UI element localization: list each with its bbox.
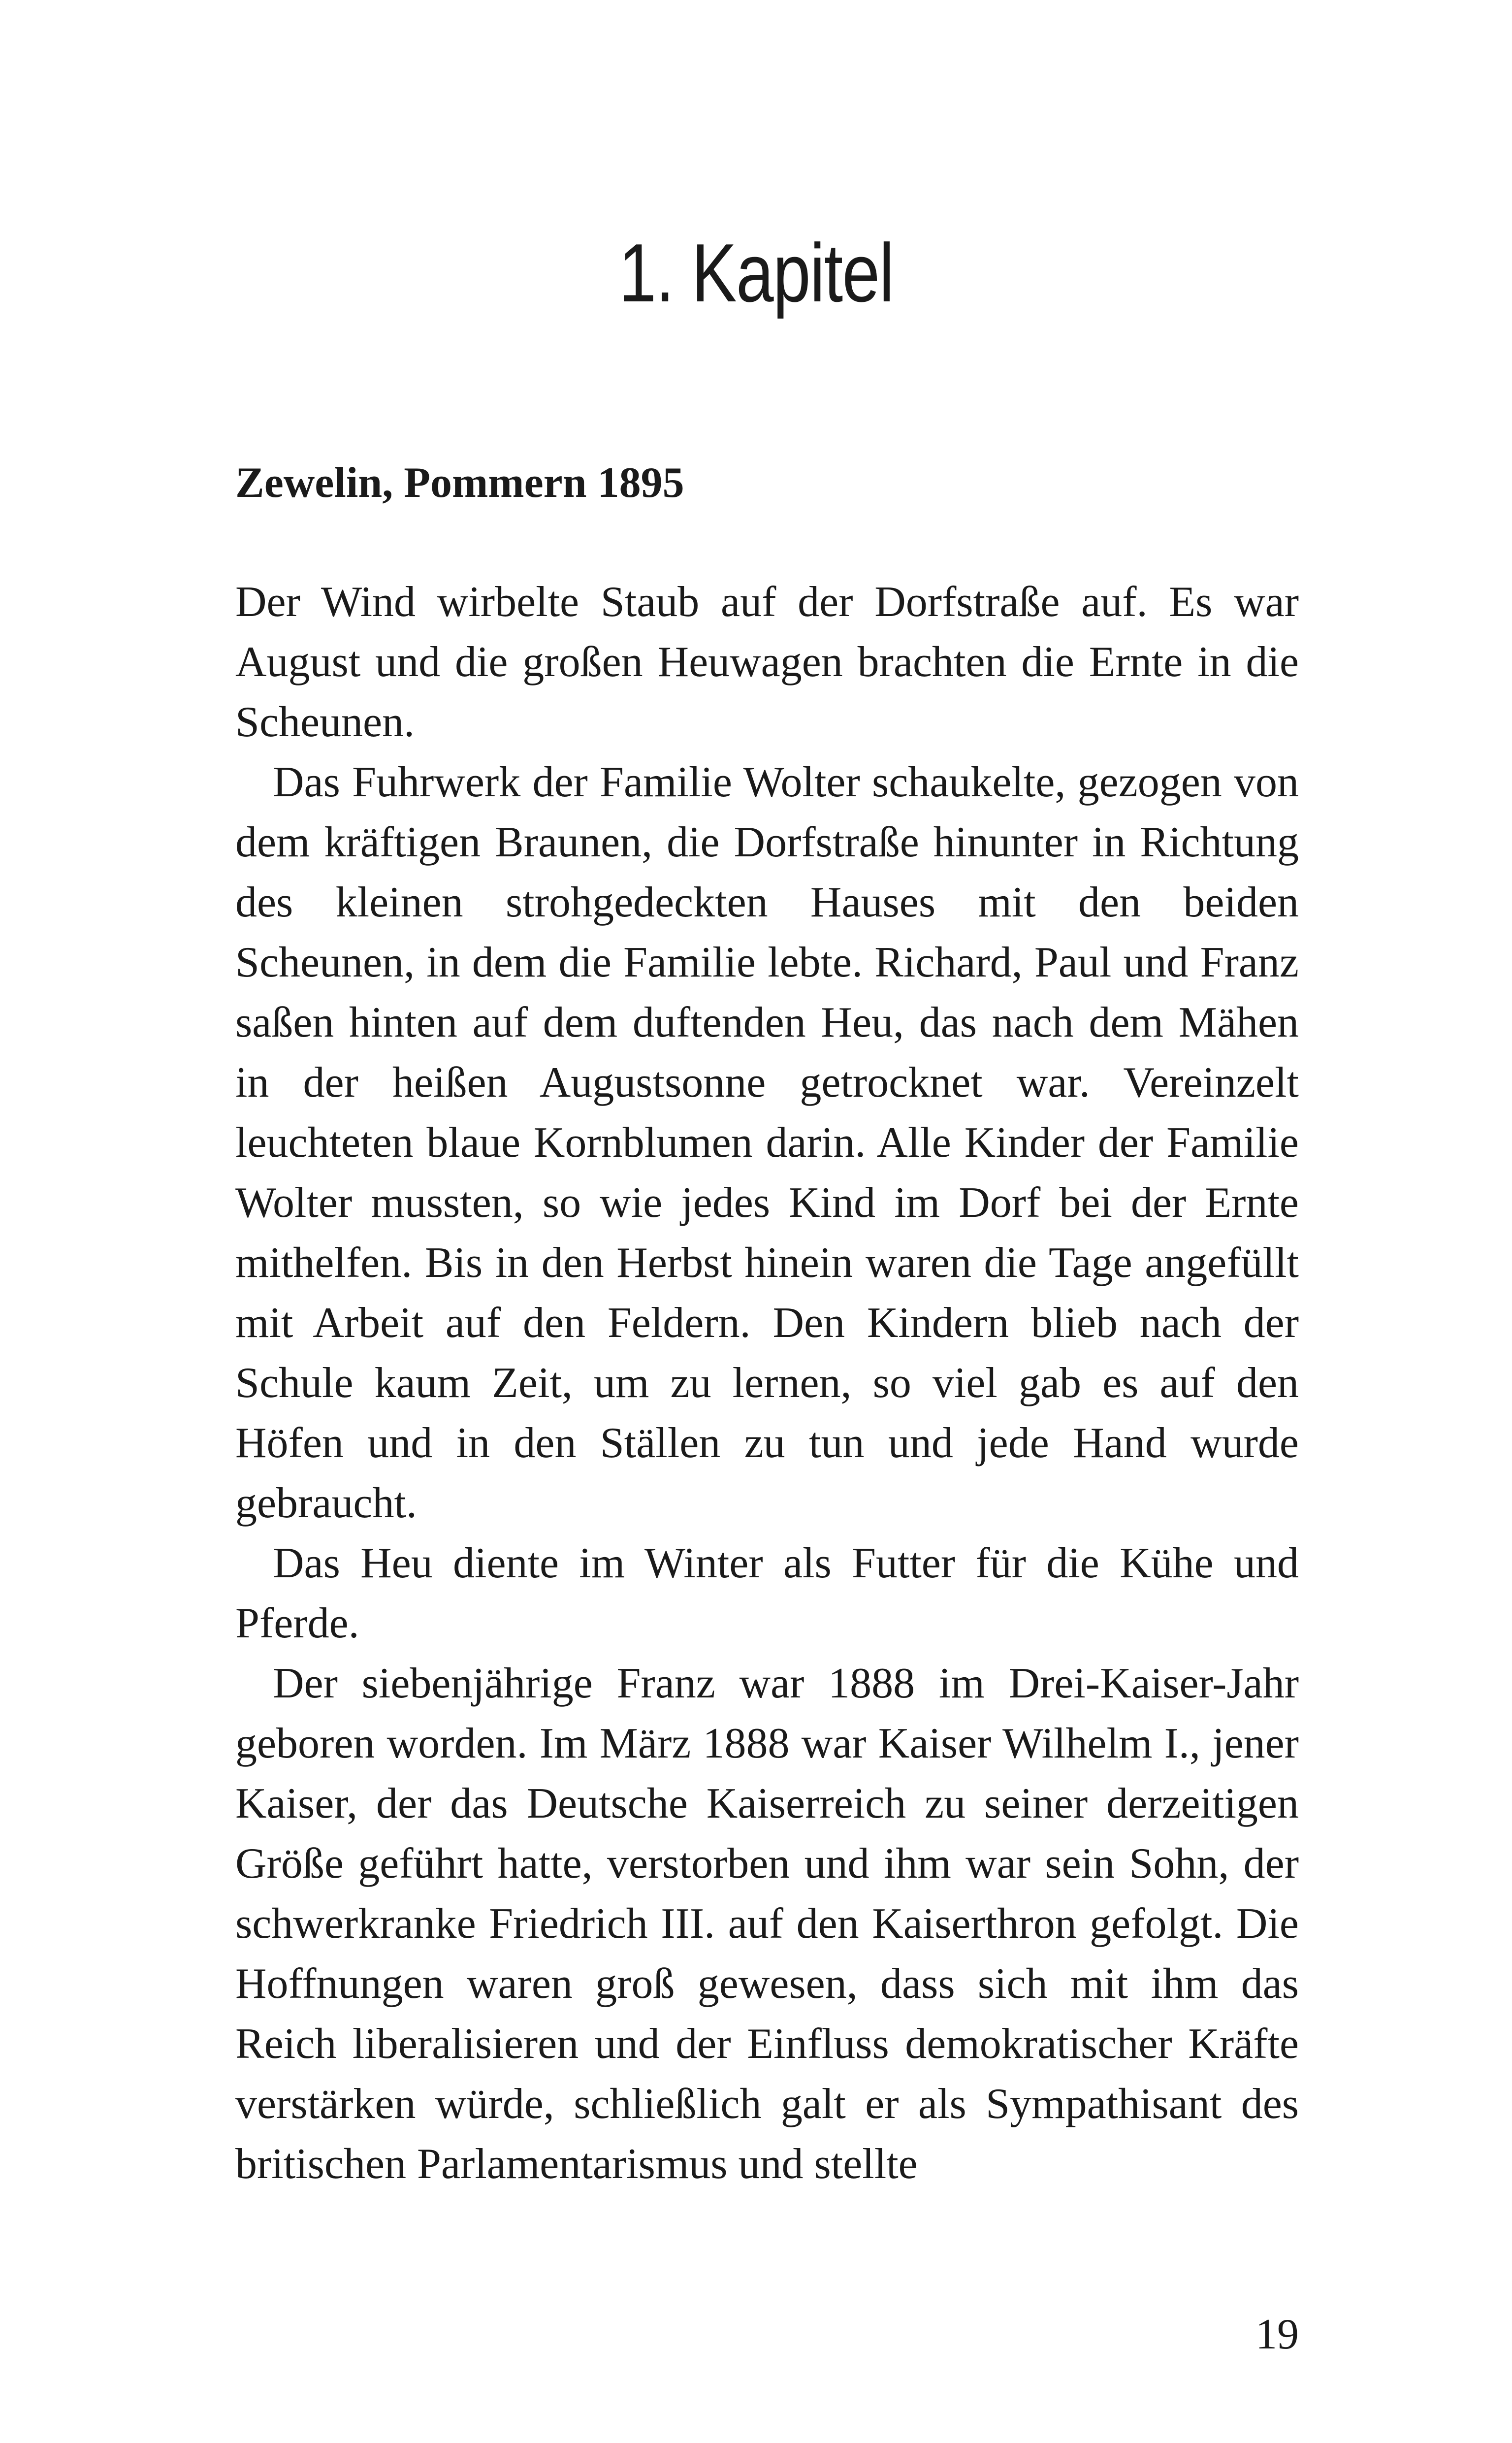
page-number: 19 bbox=[1255, 2311, 1299, 2358]
section-heading: Zewelin, Pommern 1895 bbox=[235, 459, 684, 507]
paragraph-1: Der Wind wirbelte Staub auf der Dorfstraße auf. Es war August und die großen Heuwagen brachten die Ernte in die Scheunen. bbox=[235, 578, 1299, 746]
chapter-title: 1. Kapitel bbox=[618, 227, 894, 319]
paragraph-3: Das Heu diente im Winter als Futter für die Kühe und Pferde. bbox=[235, 1539, 1299, 1647]
paragraph-4: Der siebenjährige Franz war 1888 im Drei-Kaiser-Jahr geboren worden. Im März 1888 war Kaiser Wilhelm I., jener Kaiser, der das Deutsche Kaiserreich zu seiner derzeitigen Größe geführt hatte, verstorben und ihm war sein Sohn, der schwerkranke Friedrich III. auf den Kaiserthron gefolgt. Die Hoffnungen waren groß gewesen, dass sich mit ihm das Reich liberalisieren und der Einfluss demokratischer Kräfte verstärken würde, schließlich galt er als Sympathisant des britischen Parlamentarismus und stellte bbox=[235, 1660, 1299, 2188]
body-text bbox=[235, 572, 1299, 2194]
paragraph-2: Das Fuhrwerk der Familie Wolter schaukelte, gezogen von dem kräftigen Braunen, die Dorfstraße hinunter in Richtung des kleinen strohgedeckten Hauses mit den beiden Scheunen, in dem die Familie lebte. Richard, Paul und Franz saßen hinten auf dem duftenden Heu, das nach dem Mähen in der heißen Augustsonne getrocknet war. Vereinzelt leuchteten blaue Kornblumen darin. Alle Kinder der Familie Wolter mussten, so wie jedes Kind im Dorf bei der Ernte mithelfen. Bis in den Herbst hinein waren die Tage angefüllt mit Arbeit auf den Feldern. Den Kindern blieb nach der Schule kaum Zeit, um zu lernen, so viel gab es auf den Höfen und in den Ställen zu tun und jede Hand wurde gebraucht. bbox=[235, 758, 1299, 1527]
